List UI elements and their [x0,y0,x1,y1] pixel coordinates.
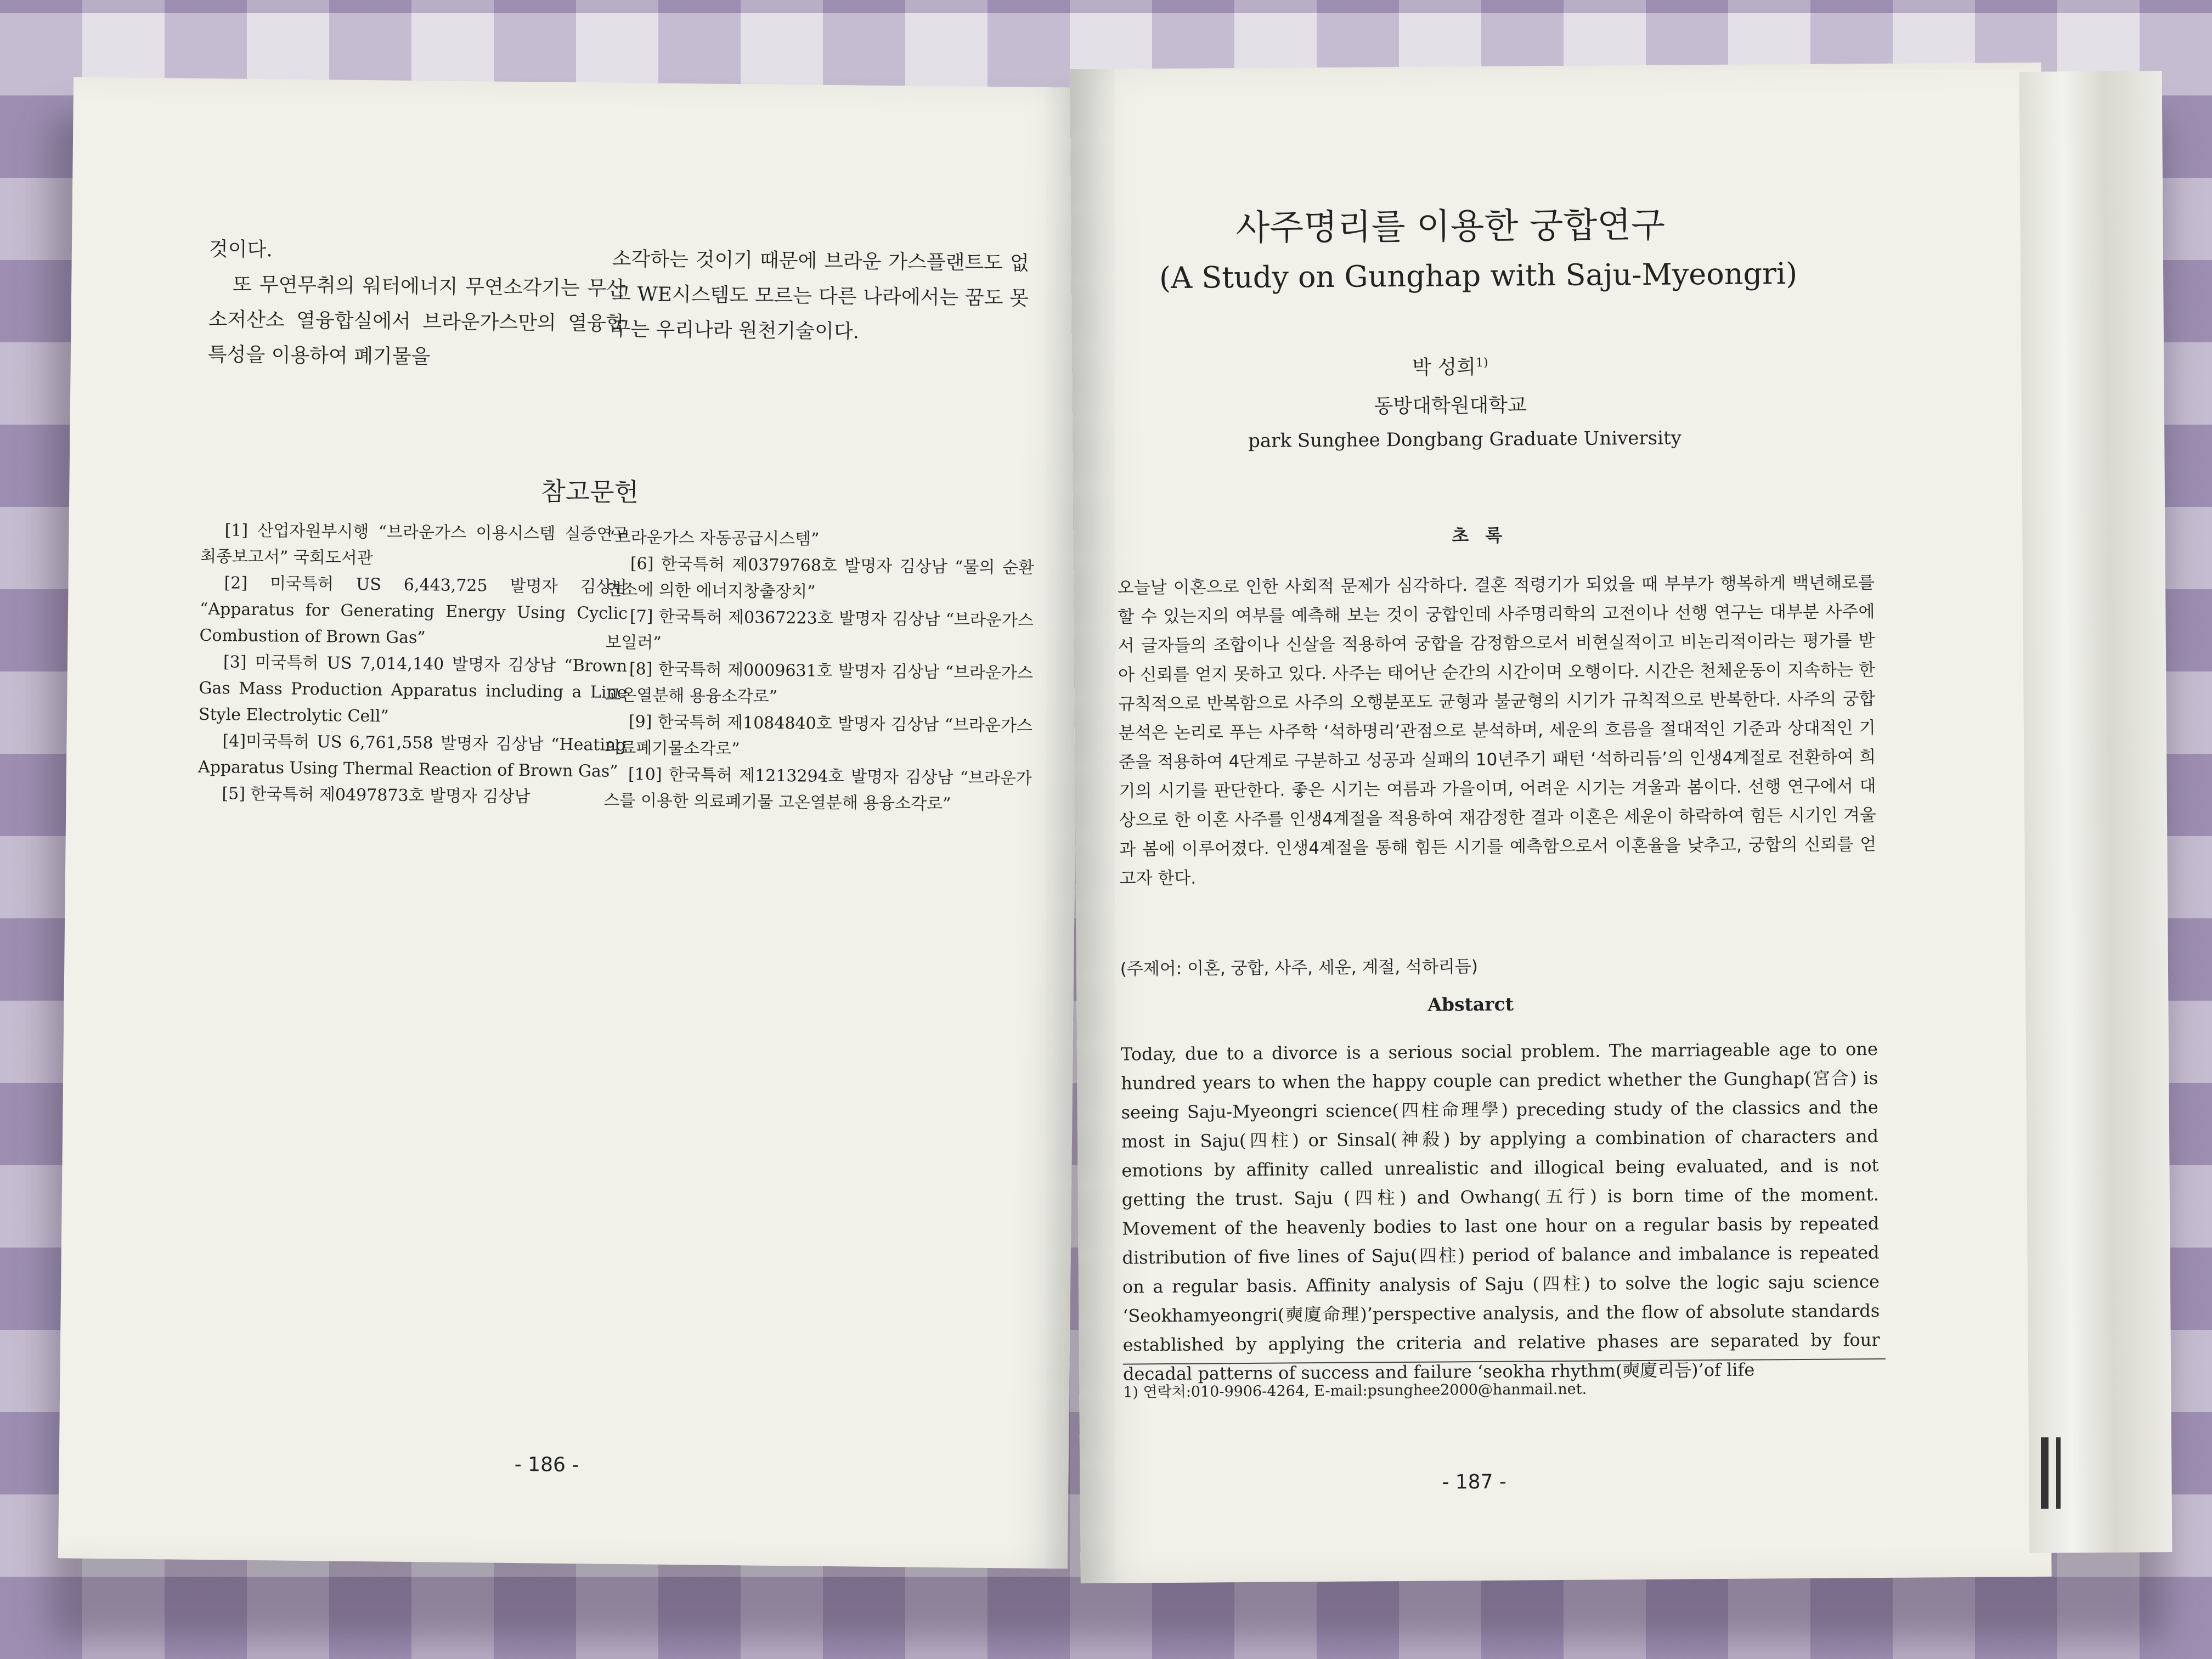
page-number-left: - 186 - [514,1453,579,1477]
keywords: (주제어: 이혼, 궁합, 사주, 세운, 계절, 석하리듬) [1120,957,1479,979]
page-number-right: - 187 - [1442,1470,1507,1494]
reference-item: [9] 한국특허 제1084840호 발명자 김상남 “브라운가스 의료폐기물소각로” [604,712,1033,759]
reference-item: [8] 한국특허 제0009631호 발명자 김상남 “브라운가스 고온열분해 용융소각로” [605,659,1034,707]
left-col1-paragraph: 또 무연무취의 워터에너지 무연소각기는 무산소저산소 열융합실에서 브라운가스만의 열융합특성을 이용하여 폐기물을 [207,273,626,369]
author-name-text: 박 성희 [1412,356,1476,379]
references-heading: 참고문헌 [541,476,639,507]
left-col2-text [611,242,1029,352]
left-col1-line: 것이다. [208,238,273,262]
page-edge-mark [2041,1437,2049,1509]
reference-item: [5] 한국특허 제0497873호 발명자 김상남 [222,784,531,807]
abstract-korean-heading: 초록 [1452,524,1519,546]
references-col1 [198,517,628,811]
reference-item: [1] 산업자원부시행 “브라운가스 이용시스템 실증연구 최종보고서” 국회도서관 [200,521,629,568]
reference-item: [3] 미국특허 US 7,014,140 발명자 김상남 “Brown Gas Mass Production Apparatus including a Line Style Electrolytic Cell” [198,652,628,726]
reference-item: [2] 미국특허 US 6,443,725 발명자 김상남 “Apparatus for Generating Energy Using Cyclic Combustion of Brown Gas” [199,573,628,648]
abstract-english-heading: Abstarct [1427,993,1514,1015]
left-col2-paragraph: 소각하는 것이기 때문에 브라운 가스플랜트도 없고 WE시스템도 모르는 다른 나라에서는 꿈도 못 꾸는 우리나라 원천기술이다. [611,247,1029,343]
page-edge-mark [2056,1437,2061,1509]
reference-item: [10] 한국특허 제1213294호 발명자 김상남 “브라운가스를 이용한 의료폐기물 고온열분해 용융소각로” [603,765,1032,814]
reference-item: [4]미국특허 US 6,761,558 발명자 김상남 “Heating Apparatus Using Thermal Reaction of Brown Gas” [198,731,627,781]
page-stack-edge [2019,71,2172,1553]
affiliation-korean: 동방대학원대학교 [1374,394,1527,418]
paper-title-english: (A Study on Gunghap with Saju-Myeongri) [1159,256,1798,296]
abstract-korean-text: 오늘날 이혼으로 인한 사회적 문제가 심각하다. 결혼 적령기가 되었을 때 부부가 행복하게 백년해로를 할 수 있는지의 여부를 예측해 보는 것이 궁합인데 사주명리학의 고전이나 선행 연구는 대부분 사주에서 글자들의 조합이나 신살을 적용하여 궁합을 감정함으로서 비현실적이고 비논리적이라는 평가를 받아 신뢰를 얻지 못하고 있다. 사주는 태어난 순간의 시간이며 오행이다. 시간은 천체운동이 지속하는 한 규칙적으로 반복함으로 사주의 오행분포도 균형과 불균형의 시기가 규칙적으로 반복한다. 사주의 궁합 분석은 논리로 푸는 사주학 ‘석하명리’관점으로 분석하며, 세운의 흐름을 절대적인 기준과 상대적인 기준을 적용하여 4단계로 구분하고 성공과 실패의 10년주기 패턴 ‘석하리듬’의 인생4계절로 전환하여 희기의 시기를 판단한다. 좋은 시기는 여름과 가을이며, 어려운 시기는 겨울과 봄이다. 선행 연구에서 대상으로 한 이혼 사주를 인생4계절을 적용하여 재감정한 결과 이혼은 세운이 하락하여 힘든 시기인 겨울과 봄에 이루어졌다. 인생4계절을 통해 힘든 시기를 예측함으로서 이혼율을 낮추고, 궁합의 신뢰를 얻고자 한다. [1117,572,1877,889]
footnote: 1) 연락처:010-9906-4264, E-mail:psunghee2000@hanmail.net. [1123,1380,1587,1401]
abstract-english-text: Today, due to a divorce is a serious social problem. The marriageable age to one hundred years to when the happy couple can predict whether the Gunghap(宮合) is seeing Saju-Myeongri science(四柱命理學) preceding study of the classics and the most in Saju(四柱) or Sinsal(神殺) by applying a combination of characters and emotions by affinity called unrealistic and illogical being evaluated, and is not getting the trust. Saju (四柱) and Owhang(五行) is born time of the moment. Movement of the heavenly bodies to last one hour on a regular basis by repeated distribution of five lines of Saju(四柱) period of balance and imbalance is repeated on a regular basis. Affinity analysis of Saju (四柱) to solve the logic saju science ‘Seokhamyeongri(奭廈命理)’perspective analysis, and the flow of absolute standards established by applying the criteria and relative phases are separated by four decadal patterns of success and failure ‘seokha rhythm(奭廈리듬)’of life [1120,1038,1880,1385]
affiliation-english: park Sunghee Dongbang Graduate University [1248,427,1682,452]
left-page [58,77,1083,1568]
author-name [1412,352,1488,380]
reference-item: “브라운가스 자동공급시스템” [606,527,820,549]
reference-item: [7] 한국특허 제0367223호 발명자 김상남 “브라운가스 보일러” [605,607,1034,653]
author-footnote-mark: 1) [1475,356,1488,370]
right-page [1070,63,2051,1583]
left-col1-text [208,232,627,377]
paper-title-korean: 사주명리를 이용한 궁합연구 [1235,205,1666,249]
references-col2 [603,524,1034,819]
reference-item: [6] 한국특허 제0379768호 발명자 김상남 “물의 순환연소에 의한 에너지창출장치” [606,554,1035,602]
